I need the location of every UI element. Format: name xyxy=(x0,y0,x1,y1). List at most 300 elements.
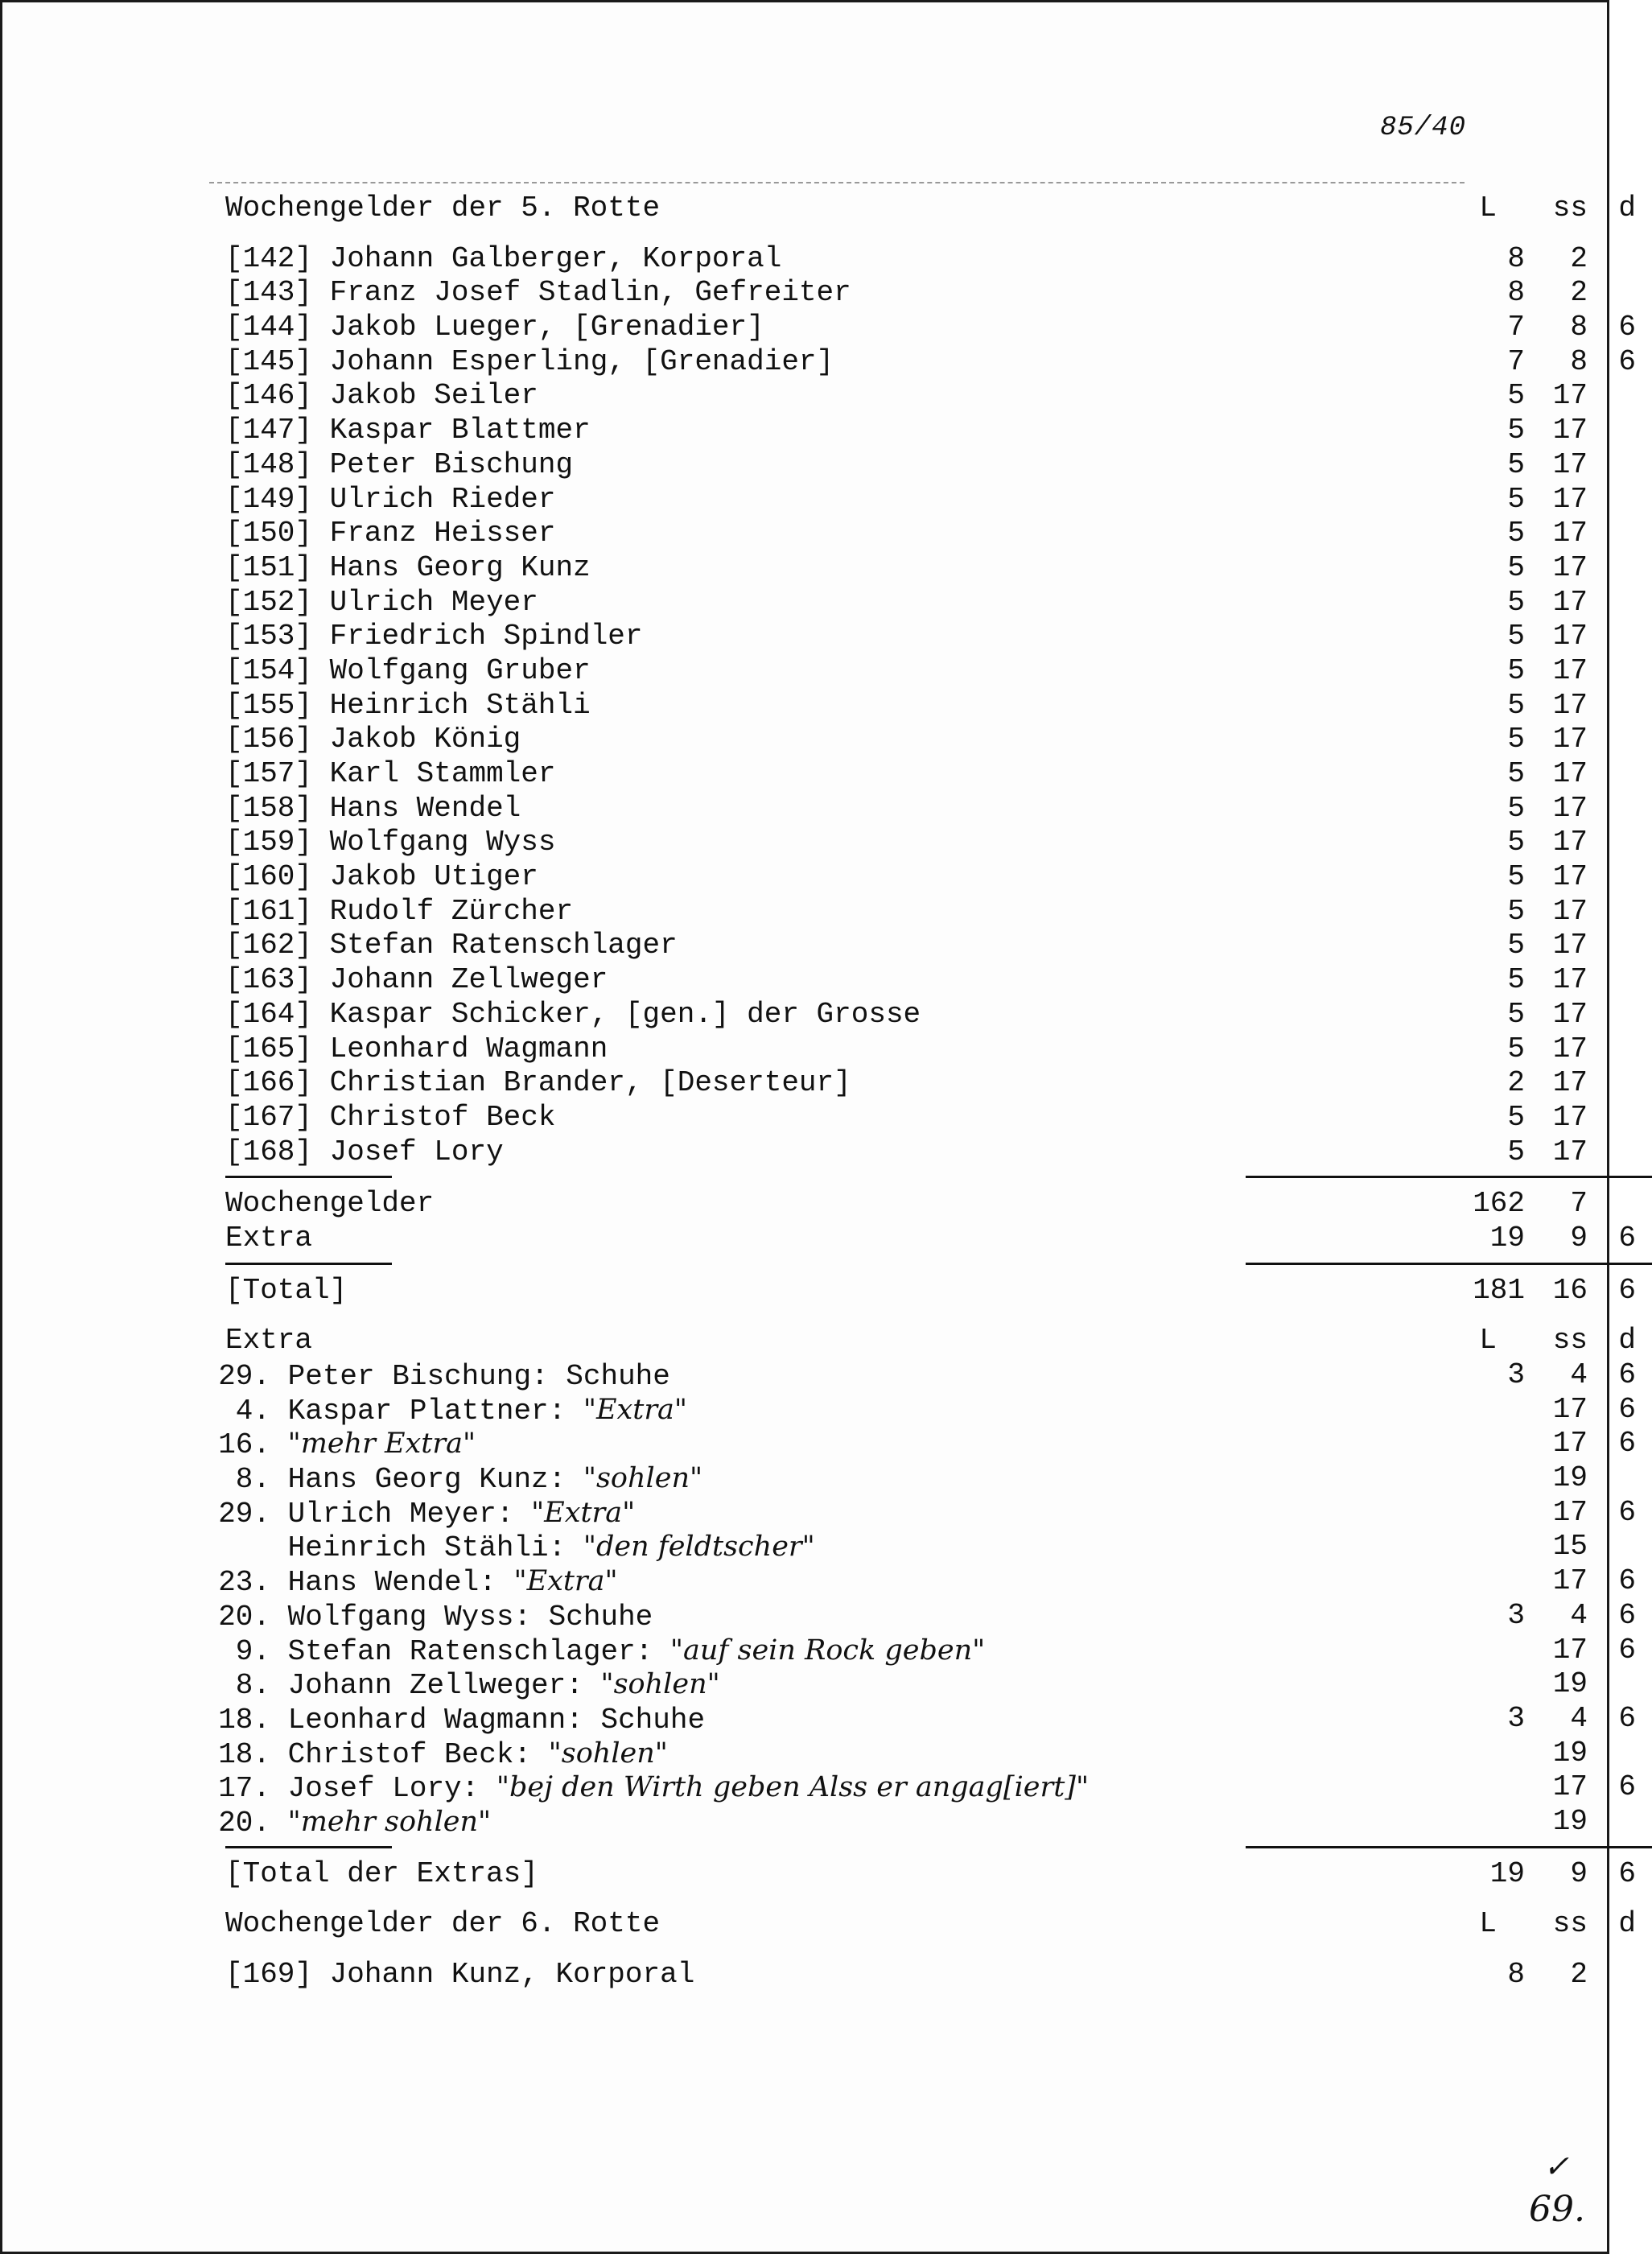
entry-name: Johann Kunz, Korporal xyxy=(329,1958,695,1991)
total-ss: 16 xyxy=(1552,1273,1588,1307)
entry-number: [150] xyxy=(225,517,313,550)
entry-l: 5 xyxy=(1507,688,1525,722)
entry-text xyxy=(225,1135,504,1170)
entry-l: 5 xyxy=(1507,620,1525,653)
entry-text xyxy=(225,483,556,517)
extra-row xyxy=(218,1564,1636,1600)
extra-d: 6 xyxy=(1618,1770,1636,1804)
rotte5-total-row xyxy=(225,1273,1636,1308)
entry-name: Johann Esperling, [Grenadier] xyxy=(329,344,834,378)
extras-total-label: [Total der Extras] xyxy=(225,1856,538,1890)
extra-description: Stefan Ratenschlager: xyxy=(287,1634,670,1668)
extra-row xyxy=(225,1667,1588,1703)
entry-row xyxy=(225,482,1588,517)
extra-d: 6 xyxy=(1618,1564,1636,1598)
extra-ss: 19 xyxy=(1552,1736,1588,1770)
entry-row xyxy=(225,517,1588,551)
entry-l: 5 xyxy=(1507,963,1525,997)
extra-row xyxy=(225,1530,1588,1565)
extra-row xyxy=(225,1461,1588,1497)
entry-l: 5 xyxy=(1507,997,1525,1031)
entry-row xyxy=(225,963,1588,998)
extra-quote: "den feldtscher" xyxy=(583,1531,815,1564)
extras-total-row xyxy=(225,1856,1636,1892)
entry-row xyxy=(225,550,1588,586)
extra-ss: 15 xyxy=(1552,1530,1588,1564)
entry-row xyxy=(225,447,1588,483)
entry-ss: 17 xyxy=(1552,620,1588,653)
extra-quote: "auf sein Rock geben" xyxy=(669,1634,986,1667)
entry-number: [145] xyxy=(225,344,313,378)
faint-header-marks xyxy=(209,182,1465,187)
entry-l: 5 xyxy=(1507,653,1525,687)
entry-name: Josef Lory xyxy=(329,1135,504,1168)
entry-ss: 17 xyxy=(1552,379,1588,413)
entry-ss: 17 xyxy=(1552,791,1588,825)
rule xyxy=(225,1840,1448,1857)
entry-l: 5 xyxy=(1507,1100,1525,1134)
entry-ss: 17 xyxy=(1552,826,1588,859)
extra-description: Johann Zellweger: xyxy=(287,1669,601,1703)
entry-row xyxy=(225,1958,1588,1992)
extra-text xyxy=(218,1737,668,1773)
entry-ss: 2 xyxy=(1570,1958,1588,1991)
entry-number: [168] xyxy=(225,1135,313,1168)
col-header-l: L xyxy=(1479,1324,1497,1358)
extra-text xyxy=(218,1427,476,1463)
entry-number: [167] xyxy=(225,1100,313,1134)
extra-day: 9. xyxy=(235,1634,270,1668)
entry-name: Rudolf Zürcher xyxy=(329,894,574,928)
entry-l: 5 xyxy=(1507,723,1525,756)
entry-number: [149] xyxy=(225,482,313,516)
entry-name: Friedrich Spindler xyxy=(329,620,643,653)
extra-row xyxy=(225,1392,1636,1428)
extra-day: 4. xyxy=(235,1394,270,1428)
extra-description: Kaspar Plattner: xyxy=(287,1394,583,1428)
entry-number: [164] xyxy=(225,997,313,1031)
entry-number: [142] xyxy=(225,241,313,275)
entry-l: 5 xyxy=(1507,757,1525,790)
col-header-l: L xyxy=(1479,1907,1497,1941)
entry-name: Hans Georg Kunz xyxy=(329,550,591,584)
subtotal-row xyxy=(225,1187,1588,1222)
entry-row xyxy=(225,723,1588,757)
entry-ss: 17 xyxy=(1552,482,1588,516)
entry-text xyxy=(225,1101,556,1135)
extra-text xyxy=(218,1770,1090,1807)
entry-ss: 17 xyxy=(1552,1100,1588,1134)
entry-l: 5 xyxy=(1507,447,1525,481)
col-header-l: L xyxy=(1479,192,1497,225)
entry-number: [163] xyxy=(225,963,313,997)
extra-description: Christof Beck: xyxy=(287,1737,549,1771)
extra-l: 3 xyxy=(1507,1701,1525,1735)
extra-description: Hans Georg Kunz: xyxy=(287,1463,583,1497)
extra-quote: "mehr sohlen" xyxy=(287,1805,492,1838)
entry-row xyxy=(225,791,1588,826)
entry-text xyxy=(225,345,834,380)
entry-text xyxy=(225,757,556,792)
entry-text xyxy=(225,723,521,757)
ledger xyxy=(218,192,1636,1992)
extra-day: 18. xyxy=(218,1703,270,1737)
extra-row xyxy=(225,1633,1636,1668)
entry-ss: 8 xyxy=(1570,344,1588,378)
entry-l: 5 xyxy=(1507,791,1525,825)
extra-d: 6 xyxy=(1618,1495,1636,1529)
entry-text xyxy=(225,379,538,414)
rotte5-subtotals xyxy=(225,1187,1636,1255)
entry-text xyxy=(225,895,573,929)
extra-description: Leonhard Wagmann: Schuhe xyxy=(287,1703,706,1737)
extra-description: Heinrich Stähli: xyxy=(287,1531,583,1565)
extra-text xyxy=(225,1530,815,1566)
entry-number: [155] xyxy=(225,688,313,722)
entry-name: Hans Wendel xyxy=(329,791,521,825)
entry-ss: 17 xyxy=(1552,757,1588,790)
entry-name: Ulrich Rieder xyxy=(329,482,556,516)
entry-row xyxy=(225,276,1588,311)
entry-l: 7 xyxy=(1507,311,1525,344)
extra-text xyxy=(218,1564,618,1601)
entry-row xyxy=(225,894,1588,929)
extra-text xyxy=(225,1461,702,1498)
extra-text xyxy=(218,1805,492,1841)
rotte6-header xyxy=(225,1907,1636,1942)
entry-text xyxy=(225,998,921,1032)
subtotal-l: 19 xyxy=(1489,1221,1525,1255)
entry-number: [156] xyxy=(225,723,313,756)
entry-row xyxy=(225,241,1588,277)
entry-row xyxy=(225,1100,1588,1135)
extra-ss: 4 xyxy=(1570,1701,1588,1735)
entry-ss: 17 xyxy=(1552,517,1588,550)
extra-d: 6 xyxy=(1618,1633,1636,1667)
subtotal-ss: 7 xyxy=(1570,1187,1588,1221)
entry-row xyxy=(225,757,1588,792)
extra-row xyxy=(218,1701,1636,1737)
entry-ss: 17 xyxy=(1552,653,1588,687)
entry-name: Johann Zellweger xyxy=(329,963,608,997)
subtotal-label: Extra xyxy=(225,1221,313,1255)
extra-d: 6 xyxy=(1618,1392,1636,1426)
entry-text xyxy=(225,792,521,826)
subtotal-d: 6 xyxy=(1618,1221,1636,1255)
entry-ss: 2 xyxy=(1570,241,1588,275)
col-header-d: d xyxy=(1618,192,1636,225)
extra-text xyxy=(218,1702,706,1738)
corner-page-number: 69. xyxy=(1529,2189,1585,2230)
entry-name: Peter Bischung xyxy=(329,447,574,481)
col-header-ss: ss xyxy=(1552,1324,1588,1358)
corner-page-mark xyxy=(1529,2149,1585,2230)
entry-name: Kaspar Blattmer xyxy=(329,414,591,447)
entry-text xyxy=(225,860,538,895)
entry-number: [143] xyxy=(225,276,313,310)
entry-name: Jakob König xyxy=(329,723,521,756)
entry-ss: 17 xyxy=(1552,414,1588,447)
extra-ss: 17 xyxy=(1552,1427,1588,1461)
extra-day: 23. xyxy=(218,1566,270,1600)
subtotal-l: 162 xyxy=(1473,1187,1525,1221)
extra-ss: 4 xyxy=(1570,1358,1588,1391)
entry-row xyxy=(225,620,1588,654)
entry-l: 5 xyxy=(1507,1135,1525,1168)
entry-text xyxy=(225,517,556,551)
extras-entry-list xyxy=(218,1358,1636,1840)
entry-number: [147] xyxy=(225,414,313,447)
extra-text xyxy=(225,1634,985,1670)
extras-total-ss: 9 xyxy=(1570,1856,1588,1890)
entry-l: 2 xyxy=(1507,1066,1525,1100)
entry-ss: 17 xyxy=(1552,929,1588,962)
extra-quote: "bej den Wirth geben Alss er angag[iert]" xyxy=(496,1771,1090,1804)
extra-row xyxy=(218,1495,1636,1531)
entry-ss: 17 xyxy=(1552,688,1588,722)
entry-text xyxy=(225,620,643,654)
entry-row xyxy=(225,1066,1588,1101)
entry-l: 5 xyxy=(1507,379,1525,413)
extra-ss: 17 xyxy=(1552,1495,1588,1529)
entry-number: [158] xyxy=(225,791,313,825)
entry-number: [159] xyxy=(225,826,313,859)
extra-description: Peter Bischung: Schuhe xyxy=(287,1360,670,1393)
entry-name: Leonhard Wagmann xyxy=(329,1032,608,1065)
extra-row xyxy=(218,1736,1588,1771)
extra-ss: 19 xyxy=(1552,1804,1588,1838)
extra-row xyxy=(218,1770,1636,1806)
entry-name: Karl Stammler xyxy=(329,757,556,790)
extra-text xyxy=(225,1667,720,1704)
entry-l: 5 xyxy=(1507,929,1525,962)
entry-name: Stefan Ratenschlager xyxy=(329,929,678,962)
entry-text xyxy=(225,311,764,345)
entry-name: Franz Josef Stadlin, Gefreiter xyxy=(329,276,851,310)
rule xyxy=(225,1256,1448,1274)
entry-number: [144] xyxy=(225,311,313,344)
entry-row xyxy=(225,1135,1588,1170)
entry-row xyxy=(225,860,1588,895)
entry-text xyxy=(225,826,556,860)
entry-l: 8 xyxy=(1507,1958,1525,1991)
entry-name: Christof Beck xyxy=(329,1100,556,1134)
rotte6-title: Wochengelder der 6. Rotte xyxy=(225,1907,661,1941)
extra-quote: "Extra" xyxy=(583,1393,688,1426)
extra-quote: "Extra" xyxy=(531,1496,636,1529)
extra-ss: 19 xyxy=(1552,1461,1588,1495)
entry-text xyxy=(225,654,591,689)
entry-ss: 2 xyxy=(1570,276,1588,310)
entry-name: Kaspar Schicker, [gen.] der Grosse xyxy=(329,997,921,1031)
rule xyxy=(225,1169,1448,1187)
entry-name: Jakob Lueger, [Grenadier] xyxy=(329,311,764,344)
entry-text xyxy=(225,963,608,998)
entry-number: [166] xyxy=(225,1066,313,1100)
entry-l: 5 xyxy=(1507,826,1525,859)
entry-ss: 17 xyxy=(1552,585,1588,619)
entry-ss: 17 xyxy=(1552,894,1588,928)
extra-row xyxy=(218,1598,1636,1634)
entry-l: 5 xyxy=(1507,894,1525,928)
entry-ss: 17 xyxy=(1552,447,1588,481)
extra-d: 6 xyxy=(1618,1427,1636,1461)
entry-row xyxy=(225,311,1636,345)
col-header-d: d xyxy=(1618,1324,1636,1358)
entry-text xyxy=(225,1032,608,1067)
entry-number: [152] xyxy=(225,585,313,619)
entry-name: Christian Brander, [Deserteur] xyxy=(329,1066,851,1100)
extra-ss: 19 xyxy=(1552,1667,1588,1701)
extras-title: Extra xyxy=(225,1324,313,1358)
extra-text xyxy=(218,1496,636,1532)
entry-ss: 17 xyxy=(1552,860,1588,894)
entry-row xyxy=(225,653,1588,689)
entry-name: Ulrich Meyer xyxy=(329,585,538,619)
extra-ss: 17 xyxy=(1552,1770,1588,1804)
entry-number: [157] xyxy=(225,757,313,790)
extra-row xyxy=(218,1358,1636,1393)
extras-total-d: 6 xyxy=(1618,1856,1636,1890)
entry-l: 5 xyxy=(1507,860,1525,894)
total-l: 181 xyxy=(1473,1273,1525,1307)
entry-text xyxy=(225,551,591,586)
extra-description: Hans Wendel: xyxy=(287,1566,514,1600)
extra-text xyxy=(218,1599,653,1635)
extra-l: 3 xyxy=(1507,1598,1525,1632)
rotte6-entry-list xyxy=(225,1958,1588,1992)
entry-ss: 17 xyxy=(1552,963,1588,997)
entry-ss: 17 xyxy=(1552,723,1588,756)
entry-text xyxy=(225,1958,694,1992)
entry-row xyxy=(225,585,1588,620)
entry-text xyxy=(225,448,573,483)
extra-day: 29. xyxy=(218,1360,270,1393)
entry-number: [160] xyxy=(225,860,313,894)
entry-row xyxy=(225,379,1588,414)
entry-ss: 17 xyxy=(1552,1032,1588,1065)
entry-number: [154] xyxy=(225,653,313,687)
entry-l: 5 xyxy=(1507,1032,1525,1065)
entry-l: 5 xyxy=(1507,585,1525,619)
extra-ss: 17 xyxy=(1552,1633,1588,1667)
entry-l: 5 xyxy=(1507,550,1525,584)
folio-number: 85/40 xyxy=(1379,113,1466,143)
entry-text xyxy=(225,414,591,448)
entry-row xyxy=(225,929,1588,963)
entry-text xyxy=(225,689,591,723)
entry-text xyxy=(225,242,781,277)
entry-number: [165] xyxy=(225,1032,313,1065)
entry-row xyxy=(225,344,1636,380)
entry-ss: 17 xyxy=(1552,550,1588,584)
extra-quote: "sohlen" xyxy=(583,1462,703,1495)
subtotal-label: Wochengelder xyxy=(225,1187,435,1221)
entry-number: [169] xyxy=(225,1958,313,1991)
entry-name: Heinrich Stähli xyxy=(329,688,591,722)
extra-quote: "sohlen" xyxy=(600,1668,720,1701)
extra-quote: "sohlen" xyxy=(548,1737,668,1770)
entry-text xyxy=(225,276,851,311)
entry-number: [153] xyxy=(225,620,313,653)
extra-description: Ulrich Meyer: xyxy=(287,1497,532,1531)
extra-day: 29. xyxy=(218,1497,270,1531)
entry-ss: 8 xyxy=(1570,311,1588,344)
total-label: [Total] xyxy=(225,1273,348,1307)
check-mark-icon: ✓ xyxy=(1543,2149,1569,2184)
entry-number: [146] xyxy=(225,379,313,413)
extra-day: 17. xyxy=(218,1772,270,1806)
extra-d: 6 xyxy=(1618,1701,1636,1735)
entry-row xyxy=(225,414,1588,448)
entry-name: Wolfgang Wyss xyxy=(329,826,556,859)
extra-quote: "mehr Extra" xyxy=(287,1428,476,1461)
extra-ss: 17 xyxy=(1552,1392,1588,1426)
entry-ss: 17 xyxy=(1552,1135,1588,1168)
extra-quote: "Extra" xyxy=(513,1565,618,1598)
entry-row xyxy=(225,688,1588,723)
entry-name: Jakob Seiler xyxy=(329,379,538,413)
entry-l: 8 xyxy=(1507,276,1525,310)
extra-description: Wolfgang Wyss: Schuhe xyxy=(287,1600,653,1634)
extras-total-l: 19 xyxy=(1489,1856,1525,1890)
entry-number: [161] xyxy=(225,894,313,928)
extra-day: 20. xyxy=(218,1806,270,1840)
entry-number: [162] xyxy=(225,929,313,962)
extra-description: Josef Lory: xyxy=(287,1772,496,1806)
extra-day: 18. xyxy=(218,1737,270,1771)
entry-ss: 17 xyxy=(1552,997,1588,1031)
entry-number: [151] xyxy=(225,550,313,584)
entry-l: 5 xyxy=(1507,414,1525,447)
extra-text xyxy=(218,1358,670,1395)
extra-ss: 17 xyxy=(1552,1564,1588,1598)
entry-name: Johann Galberger, Korporal xyxy=(329,241,782,275)
entry-row xyxy=(225,826,1588,860)
extra-ss: 4 xyxy=(1570,1598,1588,1632)
total-d: 6 xyxy=(1618,1273,1636,1307)
rotte5-title: Wochengelder der 5. Rotte xyxy=(225,192,661,225)
entry-number: [148] xyxy=(225,447,313,481)
entry-text xyxy=(225,586,538,620)
entry-l: 7 xyxy=(1507,344,1525,378)
extra-day: 20. xyxy=(218,1600,270,1634)
entry-d: 6 xyxy=(1618,311,1636,344)
extra-day: 16. xyxy=(218,1428,270,1462)
extras-header xyxy=(225,1324,1636,1358)
entry-text xyxy=(225,1066,851,1101)
extra-row xyxy=(218,1804,1588,1840)
entry-name: Franz Heisser xyxy=(329,517,556,550)
entry-row xyxy=(225,997,1588,1032)
entry-text xyxy=(225,929,678,963)
extra-d: 6 xyxy=(1618,1598,1636,1632)
col-header-ss: ss xyxy=(1552,1907,1588,1941)
entry-name: Wolfgang Gruber xyxy=(329,653,591,687)
extra-l: 3 xyxy=(1507,1358,1525,1391)
extra-text xyxy=(225,1393,687,1429)
entry-l: 5 xyxy=(1507,482,1525,516)
entry-ss: 17 xyxy=(1552,1066,1588,1100)
col-header-ss: ss xyxy=(1552,192,1588,225)
entry-l: 5 xyxy=(1507,517,1525,550)
rotte5-header xyxy=(225,192,1636,226)
extra-day: 8. xyxy=(235,1463,270,1497)
rotte5-entry-list xyxy=(225,241,1636,1170)
col-header-d: d xyxy=(1618,1907,1636,1941)
subtotal-ss: 9 xyxy=(1570,1221,1588,1255)
entry-l: 8 xyxy=(1507,241,1525,275)
